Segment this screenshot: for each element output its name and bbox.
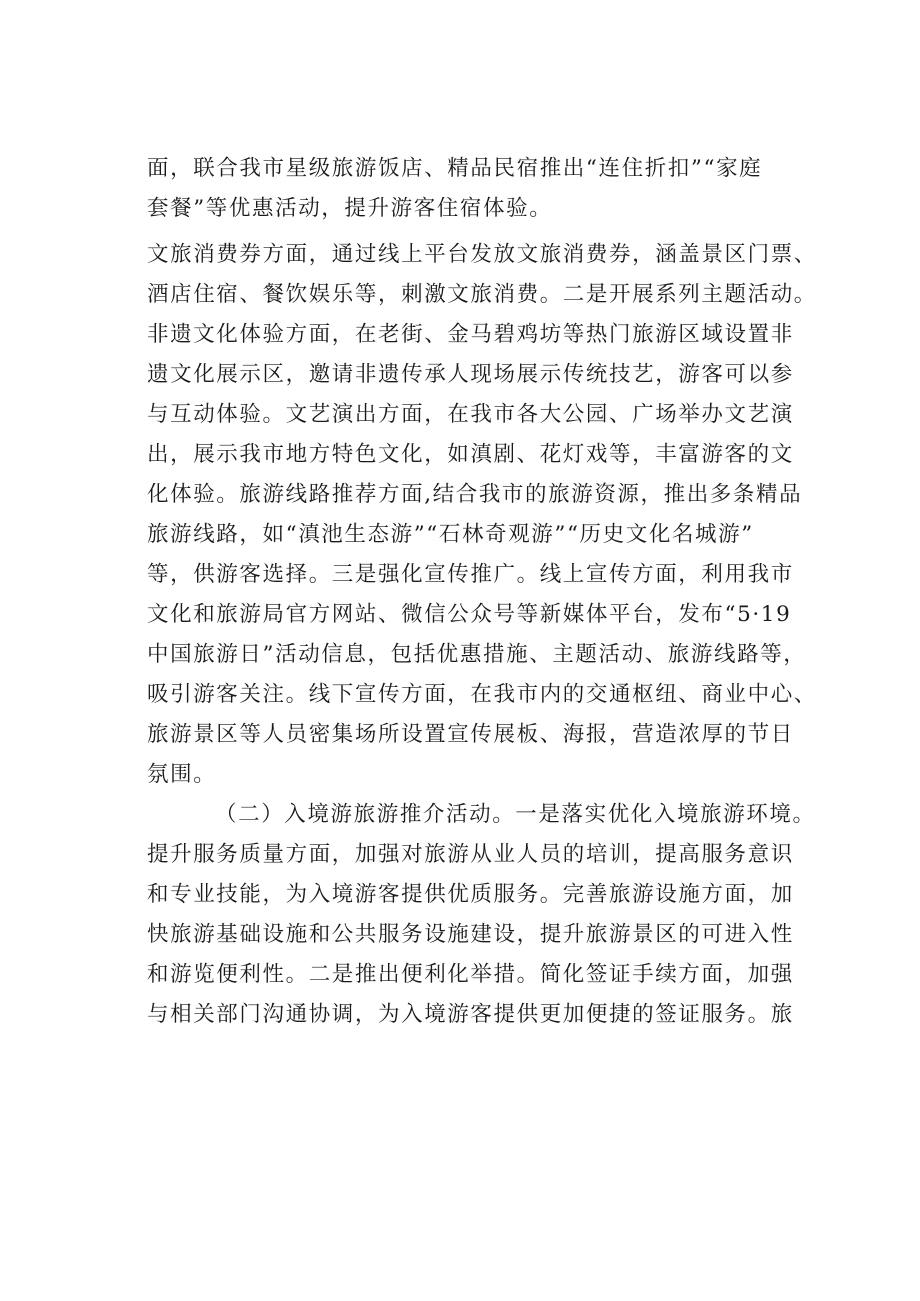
body-text xyxy=(147,149,817,1035)
text-line: 提升服务质量方面，加强对旅游从业人员的培训，提高服务意识 xyxy=(147,842,794,867)
text-line: 文旅消费券方面，通过线上平台发放文旅消费券，涵盖景区门票、 xyxy=(147,242,817,267)
text-line: 文化和旅游局官方网站、微信公众号等新媒体平台，发布“5·19 xyxy=(147,602,792,627)
paragraph-1 xyxy=(147,149,807,229)
paragraph-2 xyxy=(147,235,817,795)
text-line: 氛围。 xyxy=(147,762,217,787)
text-line: 和专业技能，为入境游客提供优质服务。完善旅游设施方面，加 xyxy=(147,882,794,907)
text-line: 化体验。旅游线路推荐方面,结合我市的旅游资源，推出多条精品 xyxy=(147,482,803,507)
text-line: 中国旅游日”活动信息，包括优惠措施、主题活动、旅游线路等， xyxy=(147,642,807,667)
text-line: 与相关部门沟通协调，为入境游客提供更加便捷的签证服务。旅 xyxy=(147,1002,794,1027)
text-line: 旅游景区等人员密集场所设置宣传展板、海报，营造浓厚的节日 xyxy=(147,722,794,747)
text-line: 和游览便利性。二是推出便利化举措。简化签证手续方面，加强 xyxy=(147,962,794,987)
text-line: （二）入境游旅游推介活动。一是落实优化入境旅游环境。 xyxy=(215,802,816,827)
text-line: 旅游线路，如“滇池生态游”“石林奇观游”“历史文化名城游” xyxy=(147,522,754,547)
text-line: 套餐”等优惠活动，提升游客住宿体验。 xyxy=(147,196,553,221)
text-line: 等，供游客选择。三是强化宣传推广。线上宣传方面，利用我市 xyxy=(147,562,794,587)
text-line: 与互动体验。文艺演出方面，在我市各大公园、广场举办文艺演 xyxy=(147,402,794,427)
text-line: 非遗文化体验方面，在老街、金马碧鸡坊等热门旅游区域设置非 xyxy=(147,322,794,347)
text-line: 遗文化展示区，邀请非遗传承人现场展示传统技艺，游客可以参 xyxy=(147,362,794,387)
text-line: 面，联合我市星级旅游饭店、精品民宿推出“连住折扣”“家庭 xyxy=(147,156,763,181)
text-line: 酒店住宿、餐饮娱乐等，刺激文旅消费。二是开展系列主题活动。 xyxy=(147,282,817,307)
text-line: 出，展示我市地方特色文化，如滇剧、花灯戏等，丰富游客的文 xyxy=(147,442,794,467)
text-line: 快旅游基础设施和公共服务设施建设，提升旅游景区的可进入性 xyxy=(147,922,794,947)
text-line: 吸引游客关注。线下宣传方面，在我市内的交通枢纽、商业中心、 xyxy=(147,682,817,707)
paragraph-3 xyxy=(147,795,816,1035)
